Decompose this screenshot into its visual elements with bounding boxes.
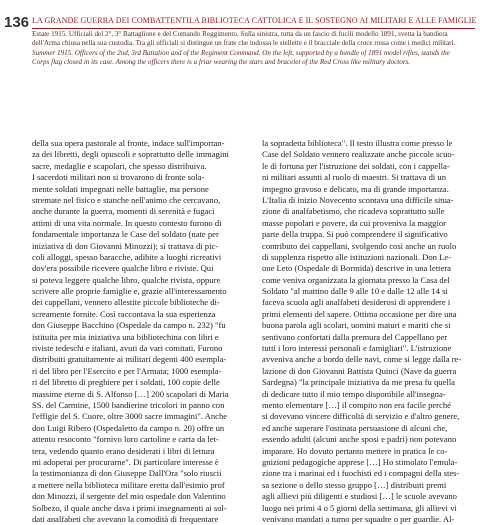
body-text-line: anche durante la guerra, momenti di serenità e fugaci (32, 206, 215, 217)
body-text-line: luogo nei primi 4 o 5 giorni della settimana, gli allievi vi (262, 502, 457, 513)
photo-caption (32, 30, 475, 68)
body-text-line: don Minozzi, il sergente del mio ospedale don Valentino (32, 491, 226, 502)
caption-it-line: Estate 1915. Ufficiali del 2°, 3° Battaglione e del Comando Reggimento. Sulla sinistra, tutta da un fascio di fucili modello 1891, svetta la bandiera (32, 30, 448, 38)
body-text-line: masse popolari e povere, da cui provenivа la maggior (262, 217, 446, 228)
body-text-line: I sacerdoti militari non si trovarono di fronte sola- (32, 172, 205, 183)
body-text-line: la testimonianza di don Giuseppe Dall'Ora "solo riuscii (32, 468, 222, 479)
body-text-line: della sua opera pastorale al fronte, indace sull'importan- (32, 138, 225, 148)
body-text-line: dov'era possibile ricevere qualche libro e riviste. Qui (32, 263, 214, 274)
caption-en-line: Corps flag closed in its case. Among the officers there is a friar wearing the stars and bracelet of the Red Cross like military doctors. (32, 58, 411, 67)
body-text-line: essendo adulti (alcuni anche sposi e padri) non potevano (262, 434, 457, 445)
body-text-line: dati analfabeti che avevano la comodità di frequentare (32, 513, 219, 524)
body-text-line: parte della truppa. Si può comprendere il significativo (262, 229, 448, 240)
body-text-line: coli alloggi, spesso baracche, adibite a luoghi ricreativi (32, 251, 222, 262)
body-text-line: mento elementare […] il compito non era facile perché (262, 399, 451, 410)
body-column-right (262, 138, 470, 525)
body-text-line: zione di analfabetismo, che ricadeva soprattutto sulle (262, 206, 445, 217)
page-number: 136 (4, 14, 30, 31)
body-text-line: za dei libretti, degli opuscoli e soprattutto delle immagini (32, 149, 229, 160)
body-text-line: Case del Soldato vennero realizzate anche piccole scuo- (262, 149, 455, 160)
body-text-line: lazione di don Giovanni Battista Quinci (Nave da guerra (262, 365, 457, 376)
body-text-line: venivano mandati a turno per squadre o per guardie. Al- (262, 513, 455, 524)
body-text-line: primi elementi del sapere. Ottima occasione per dire una (262, 308, 457, 319)
body-text-line: don Luigi Ribero (Ospedaletto da campo n. 20) offre un (32, 422, 225, 433)
body-text-line: attento resoconto "fornivo loro cartoline e carta da let- (32, 434, 219, 445)
body-text-line: ed anche superare l'ostinata persuasione di alcuni che, (262, 422, 448, 433)
body-text-line: screamente fornite. Così raccontava la sua esperienza (32, 308, 216, 319)
body-text-line: buona parola agli scolari, uomini maturi e mariti che si (262, 320, 451, 331)
running-head-right: LA BIBLIOTECA CATTOLICA E IL SOSTEGNO AI MILITARI E ALLE FAMIGLIE (188, 16, 477, 25)
body-text-line: le di fortuna per l'istruzione dei soldati, con i cappella- (262, 160, 450, 171)
body-text-line: one Leto (Ospedale di Bormida) descrive in una lettera (262, 263, 451, 274)
body-text-line: ri del libretto di preghiere per i soldati, 100 copie delle (32, 377, 220, 388)
body-column-left (32, 138, 240, 525)
body-text-line: ni militari assunti al ruolo di maestri. Si trattava di un (262, 172, 447, 183)
body-text-line: ri del libro per l'Esercito e per l'Armata; 1000 esempla- (32, 365, 222, 376)
body-text-line: riviste tedeschi e italiani, avuti da vari comitati. Furono (32, 343, 223, 354)
running-head-left: LA GRANDE GUERRA DEI COMBATTENTI (32, 16, 189, 25)
body-text-line: attimi di una vita normale. In questo contesto furono di (32, 217, 222, 228)
body-text-line: contributo dei cappellani, svolgendo così anche un ruolo (262, 240, 457, 251)
body-text-line: SS. del Carmine, 1500 bandierine tricolori in panno con (32, 399, 225, 410)
body-text-line: tutti i loro interessi personali e famigliari". L'istruzione (262, 343, 452, 354)
body-text-line: si poteva leggere qualche libro, qualche rivista, oppure (32, 274, 221, 285)
body-text-line: impegno gravoso e delicato, ma di grande importanza. (262, 183, 449, 194)
body-text-line: mi adoperai per procurarne". Di particolare interesse è (32, 456, 219, 467)
body-text-line: a mettere nella biblioteca militare eretta dall'esimio prof (32, 479, 225, 490)
body-text-line: mente soldati impegnati nelle battaglie, ma persone (32, 183, 209, 194)
body-text-line: gnizioni pedagogiche apprese […] Ho stimolato l'emula- (262, 456, 458, 467)
body-text-line: distribuiti gratuitamente ai militari degenti 400 esempla- (32, 354, 227, 365)
body-text-line: Soldato "al mattino dalle 9 alle 10 e dalle 12 alle 14 si (262, 286, 448, 297)
body-text-line: avveniva anche a bordo delle navi, come si legge dalla re- (262, 354, 462, 365)
body-text-line: istituita per mia iniziativa una bibliotechina con libri e (32, 331, 219, 342)
body-text-line: sentivano confortati dalla premura del Cappellano per (262, 331, 448, 342)
body-text-line: si dovevano vincere difficoltà di servizio e d'altro genere, (262, 411, 460, 422)
body-text-line: di dedicare tutto il mio tempo disponibile all'insegna- (262, 388, 446, 399)
body-text-line: come veniva organizzata la giornata presso la Casa del (262, 274, 450, 285)
body-text-line: fondamentale importanza le Case del soldato (nate per (32, 229, 219, 240)
header-rule (32, 28, 475, 29)
body-text-line: di supplenza rispetto alle istituzioni nazionali. Don Le- (262, 251, 452, 262)
caption-en-line: Summer 1915. Officers of the 2nd, 3rd Battalion and of the Regiment Command. On the left, supported by a bundle of 1891 model rifles, stands the (32, 48, 450, 57)
body-text-line: l'effigie del S. Cuore, oltre 3000 sacre immagini". Anche (32, 411, 228, 422)
body-text-line: sa sezione o dello stesso gruppo […] distribuiti premi (262, 479, 447, 490)
body-text-line: don Giuseppe Bacchino (Ospedale da campo n. 232) "fu (32, 320, 226, 331)
body-text-line: tera, vedendo quanto erano desiderati i libri di lettura (32, 445, 215, 456)
body-text-line: zione tra i marinai ed i fuochisti ed i compagni della stes- (262, 468, 460, 479)
body-text-line: stremate nel fisico e stanche nell'animo che cercavano, (32, 194, 221, 205)
body-text-line: sacre, medaglie e scapolari, che spesso distribuiva. (32, 160, 207, 171)
body-text-line: faceva scuola agli analfabeti desiderosi di apprendere i (262, 297, 451, 308)
body-text-line: Sardegna) "la principale iniziativa da me presa fu quella (262, 377, 455, 388)
body-text-line: scrivere alle proprie famiglie e, grazie all'interessamento (32, 286, 227, 297)
body-text-line: imparare. Ho dovuto pertanto mettere in pratica le co- (262, 445, 448, 456)
body-text-line: dei cappellani, vennero allestite piccole biblioteche di- (32, 297, 220, 308)
body-text-line: L'Italia di inizio Novecento scontava una difficile situa- (262, 194, 454, 205)
body-text-line: la sopradetta biblioteca". Il testo illustra come presso le (262, 138, 453, 148)
body-text-line: iniziativa di don Giovanni Minozzi); si trattava di pic- (32, 240, 219, 251)
body-text-line: agli allievi più diligenti e studiosi […] le scuole avevano (262, 491, 457, 502)
running-head (32, 16, 477, 28)
body-text-line: Solbezo, il quale anche dava i primi insegnamenti ai sol- (32, 502, 227, 513)
caption-it-line: dell'Arma chiusa nella sua custodia. Tra gli ufficiali si distingue un frate che indossa le stellette e il bracciale della croce rossa come i medici militari. (32, 39, 456, 48)
body-text-line: massime eterne di S. Alfonso […] 200 scapolari di Maria (32, 388, 229, 399)
